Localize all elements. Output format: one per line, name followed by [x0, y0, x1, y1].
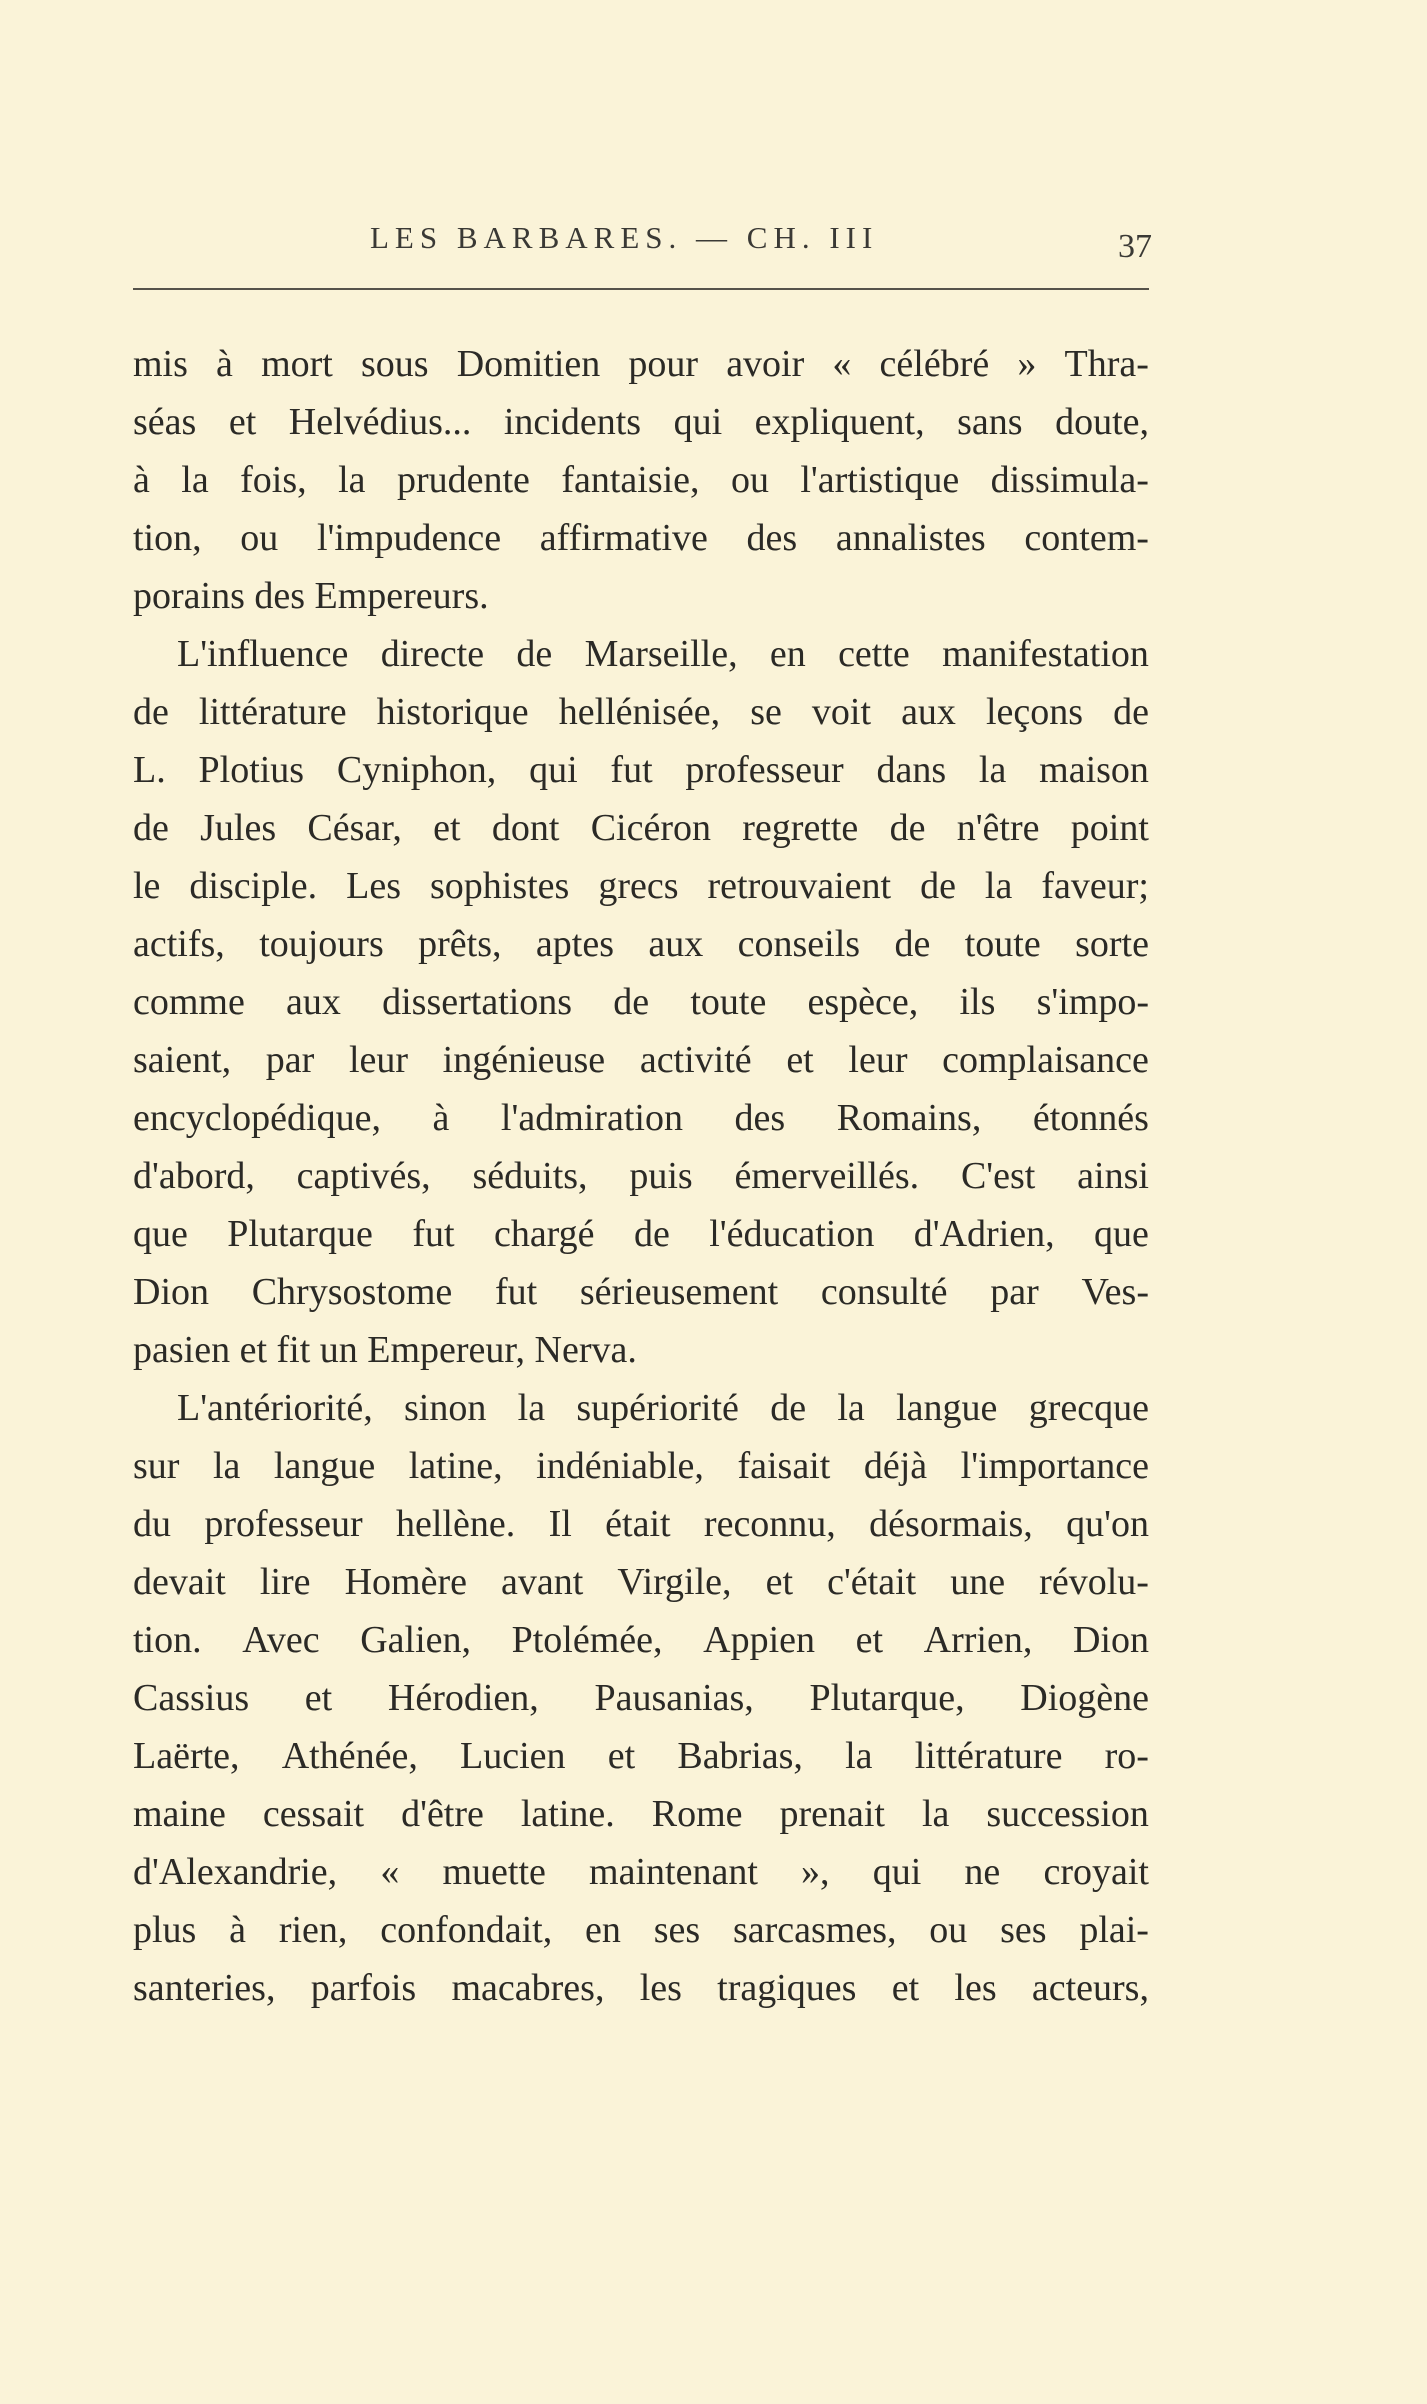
word: de: [770, 1387, 807, 1429]
word: et: [891, 1967, 920, 2009]
word: complaisance: [942, 1039, 1149, 1081]
word: la: [181, 459, 209, 501]
word: leur: [348, 1039, 409, 1081]
word: Dion: [1072, 1619, 1149, 1661]
word: Domitien: [456, 343, 601, 385]
word: retrouvaient: [707, 865, 892, 907]
word: que: [1094, 1213, 1149, 1255]
word: révolu-: [1039, 1561, 1149, 1603]
word: L.: [133, 749, 166, 791]
text-line: [133, 567, 1149, 625]
word: Plutarque: [227, 1213, 373, 1255]
text-line: [133, 1727, 1149, 1785]
word: et: [855, 1619, 884, 1661]
word: actifs,: [133, 923, 225, 965]
word: d'être: [401, 1793, 484, 1835]
word: du: [133, 1503, 171, 1545]
word: «: [832, 343, 852, 385]
word: la: [517, 1387, 546, 1429]
header-rule: [133, 288, 1149, 290]
word: Ves-: [1081, 1271, 1149, 1313]
word: aux: [286, 981, 341, 1023]
word: Cicéron: [590, 807, 711, 849]
word: ses: [653, 1909, 701, 1951]
word: la: [212, 1445, 241, 1487]
text-line: [133, 1089, 1149, 1147]
word: expliquent,: [754, 401, 925, 443]
word: chargé: [493, 1213, 595, 1255]
word: Athénée,: [281, 1735, 418, 1777]
word: César,: [307, 807, 402, 849]
word: sinon: [404, 1387, 487, 1429]
text-line: [133, 973, 1149, 1031]
text-line: [133, 741, 1149, 799]
word: de: [133, 691, 169, 733]
word: et: [228, 401, 257, 443]
word: se: [750, 691, 782, 733]
word: Marseille,: [584, 633, 738, 675]
line-text: pasien et fit un Empereur, Nerva.: [133, 1329, 637, 1371]
word: point: [1070, 807, 1149, 849]
word: Romains,: [836, 1097, 982, 1139]
word: Chrysostome: [251, 1271, 453, 1313]
word: dissimula-: [990, 459, 1149, 501]
word: en: [585, 1909, 621, 1951]
word: ses: [1000, 1909, 1047, 1951]
word: historique: [376, 691, 529, 733]
word: cette: [838, 633, 910, 675]
word: n'être: [956, 807, 1040, 849]
word: santeries,: [133, 1967, 276, 2009]
text-line: [133, 1901, 1149, 1959]
word: langue: [896, 1387, 998, 1429]
word: Appien: [703, 1619, 815, 1661]
text-line: [133, 683, 1149, 741]
word: Jules: [200, 807, 277, 849]
word: Lucien: [460, 1735, 566, 1777]
word: rien,: [278, 1909, 348, 1951]
word: supériorité: [576, 1387, 739, 1429]
word: et: [433, 807, 461, 849]
word: tragiques: [717, 1967, 857, 2009]
text-line: [133, 625, 1149, 683]
word: c'était: [827, 1561, 917, 1603]
word: devait: [133, 1561, 226, 1603]
word: ingénieuse: [442, 1039, 606, 1081]
word: sans: [957, 401, 1023, 443]
word: »,: [801, 1851, 830, 1893]
text-line: [133, 1147, 1149, 1205]
word: fut: [610, 749, 653, 791]
word: hellène.: [396, 1503, 516, 1545]
running-head: LES BARBARES. — CH. III: [370, 220, 879, 255]
word: toute: [964, 923, 1041, 965]
word: Galien,: [360, 1619, 471, 1661]
text-line: [133, 451, 1149, 509]
word: professeur: [204, 1503, 363, 1545]
word: comme: [133, 981, 245, 1023]
word: l'artistique: [800, 459, 960, 501]
word: à: [216, 343, 233, 385]
word: et: [607, 1735, 636, 1777]
word: Les: [346, 865, 401, 907]
word: la: [978, 749, 1007, 791]
word: leur: [848, 1039, 908, 1081]
word: Laërte,: [133, 1735, 240, 1777]
word: leçons: [985, 691, 1084, 733]
word: mis: [133, 343, 188, 385]
word: littérature: [914, 1735, 1063, 1777]
word: langue: [273, 1445, 376, 1487]
body-text: [133, 335, 1149, 2017]
word: dissertations: [382, 981, 573, 1023]
word: Arrien,: [923, 1619, 1033, 1661]
word: faisait: [737, 1445, 831, 1487]
word: fantaisie,: [561, 459, 700, 501]
word: séas: [133, 401, 197, 443]
word: incidents: [503, 401, 642, 443]
word: à: [432, 1097, 450, 1139]
word: sarcasmes,: [732, 1909, 897, 1951]
word: les: [639, 1967, 682, 2009]
word: avant: [501, 1561, 584, 1603]
word: muette: [442, 1851, 546, 1893]
word: Virgile,: [617, 1561, 732, 1603]
text-line: [133, 1263, 1149, 1321]
word: en: [769, 633, 806, 675]
word: aux: [901, 691, 956, 733]
word: de: [894, 923, 931, 965]
word: consulté: [820, 1271, 948, 1313]
word: Thra-: [1064, 343, 1149, 385]
word: de: [920, 865, 956, 907]
word: «: [380, 1851, 400, 1893]
word: directe: [380, 633, 485, 675]
word: Rome: [651, 1793, 743, 1835]
word: ainsi: [1077, 1155, 1149, 1197]
word: manifestation: [942, 633, 1149, 675]
word: cessait: [262, 1793, 365, 1835]
text-line: [133, 393, 1149, 451]
word: la: [845, 1735, 873, 1777]
word: le: [133, 865, 161, 907]
word: mort: [261, 343, 333, 385]
word: annalistes: [835, 517, 986, 559]
word: puis: [629, 1155, 693, 1197]
word: qui: [529, 749, 578, 791]
text-line: [133, 857, 1149, 915]
word: espèce,: [807, 981, 919, 1023]
word: Hérodien,: [387, 1677, 539, 1719]
word: pour: [628, 343, 699, 385]
word: sérieusement: [579, 1271, 779, 1313]
word: la: [338, 459, 366, 501]
word: encyclopédique,: [133, 1097, 381, 1139]
word: disciple.: [189, 865, 318, 907]
word: Homère: [344, 1561, 467, 1603]
word: prenait: [779, 1793, 885, 1835]
word: maintenant: [589, 1851, 758, 1893]
word: ro-: [1104, 1735, 1149, 1777]
word: l'importance: [960, 1445, 1149, 1487]
word: regrette: [742, 807, 859, 849]
word: par: [265, 1039, 315, 1081]
word: l'éducation: [709, 1213, 875, 1255]
word: L'antériorité,: [177, 1387, 373, 1429]
word: Dion: [133, 1271, 209, 1313]
word: et: [304, 1677, 333, 1719]
word: plai-: [1079, 1909, 1149, 1951]
word: acteurs,: [1031, 1967, 1149, 2009]
word: ou: [730, 459, 769, 501]
word: professeur: [685, 749, 844, 791]
word: Plotius: [198, 749, 305, 791]
text-line: [133, 799, 1149, 857]
word: fut: [494, 1271, 538, 1313]
text-line: [133, 1437, 1149, 1495]
word: Il: [548, 1503, 572, 1545]
word: maine: [133, 1793, 226, 1835]
word: affirmative: [539, 517, 708, 559]
word: aptes: [535, 923, 614, 965]
word: littérature: [198, 691, 347, 733]
word: Cassius: [133, 1677, 250, 1719]
text-line: [133, 1031, 1149, 1089]
word: reconnu,: [703, 1503, 836, 1545]
word: croyait: [1043, 1851, 1149, 1893]
word: désormais,: [869, 1503, 1033, 1545]
word: à: [229, 1909, 247, 1951]
word: des: [746, 517, 798, 559]
word: Cyniphon,: [336, 749, 497, 791]
word: sophistes: [429, 865, 570, 907]
word: la: [837, 1387, 865, 1429]
text-line: [133, 1321, 1149, 1379]
word: la: [921, 1793, 950, 1835]
word: ils: [959, 981, 996, 1023]
word: d'Adrien,: [913, 1213, 1055, 1255]
word: de: [633, 1213, 670, 1255]
line-text: porains des Empereurs.: [133, 575, 489, 617]
word: une: [950, 1561, 1006, 1603]
text-line: [133, 1611, 1149, 1669]
word: lire: [259, 1561, 311, 1603]
word: de: [133, 807, 169, 849]
text-line: [133, 1785, 1149, 1843]
word: de: [613, 981, 650, 1023]
word: dans: [876, 749, 947, 791]
word: étonnés: [1032, 1097, 1149, 1139]
word: ne: [964, 1851, 1001, 1893]
word: et: [786, 1039, 814, 1081]
word: toute: [690, 981, 767, 1023]
word: qu'on: [1066, 1503, 1149, 1545]
word: faveur;: [1041, 865, 1149, 907]
word: sous: [360, 343, 429, 385]
text-line: [133, 915, 1149, 973]
text-line: [133, 1553, 1149, 1611]
word: sorte: [1075, 923, 1149, 965]
word: que: [133, 1213, 188, 1255]
word: fut: [412, 1213, 455, 1255]
word: aux: [648, 923, 704, 965]
word: latine.: [520, 1793, 615, 1835]
word: des: [734, 1097, 786, 1139]
word: qui: [872, 1851, 922, 1893]
word: »: [1017, 343, 1037, 385]
text-line: [133, 1495, 1149, 1553]
word: Helvédius...: [288, 401, 472, 443]
word: d'abord,: [133, 1155, 255, 1197]
word: était: [605, 1503, 671, 1545]
word: hellénisée,: [558, 691, 721, 733]
word: de: [889, 807, 926, 849]
text-line: [133, 335, 1149, 393]
word: déjà: [863, 1445, 928, 1487]
word: plus: [133, 1909, 197, 1951]
word: Pausanias,: [594, 1677, 754, 1719]
word: activité: [639, 1039, 752, 1081]
word: voit: [811, 691, 872, 733]
text-line: [133, 1379, 1149, 1437]
word: et: [765, 1561, 794, 1603]
word: L'influence: [177, 633, 349, 675]
word: la: [984, 865, 1013, 907]
text-line: [133, 1843, 1149, 1901]
word: l'impudence: [316, 517, 502, 559]
word: s'impo-: [1036, 981, 1149, 1023]
word: avoir: [726, 343, 805, 385]
text-line: [133, 509, 1149, 567]
page-number: 37: [1118, 228, 1152, 265]
word: Babrias,: [677, 1735, 803, 1777]
word: latine,: [408, 1445, 503, 1487]
word: d'Alexandrie,: [133, 1851, 338, 1893]
word: C'est: [960, 1155, 1036, 1197]
word: captivés,: [296, 1155, 431, 1197]
word: sur: [133, 1445, 180, 1487]
word: toujours: [259, 923, 384, 965]
word: célébré: [879, 343, 990, 385]
word: grecque: [1028, 1387, 1149, 1429]
word: prudente: [396, 459, 530, 501]
word: doute,: [1055, 401, 1149, 443]
text-line: [133, 1669, 1149, 1727]
word: émerveillés.: [734, 1155, 920, 1197]
word: saient,: [133, 1039, 232, 1081]
word: fois,: [240, 459, 307, 501]
word: grecs: [598, 865, 679, 907]
word: prêts,: [418, 923, 502, 965]
word: Diogène: [1020, 1677, 1149, 1719]
text-line: [133, 1205, 1149, 1263]
word: à: [133, 459, 150, 501]
word: qui: [673, 401, 723, 443]
word: dont: [491, 807, 560, 849]
word: succession: [986, 1793, 1149, 1835]
word: par: [990, 1271, 1039, 1313]
word: de: [516, 633, 553, 675]
word: séduits,: [472, 1155, 588, 1197]
word: macabres,: [451, 1967, 605, 2009]
word: ou: [240, 517, 279, 559]
word: contem-: [1024, 517, 1149, 559]
word: l'admiration: [500, 1097, 683, 1139]
word: Avec: [242, 1619, 320, 1661]
word: ou: [929, 1909, 968, 1951]
word: confondait,: [380, 1909, 553, 1951]
word: tion.: [133, 1619, 202, 1661]
word: de: [1113, 691, 1149, 733]
word: les: [954, 1967, 997, 2009]
text-line: [133, 1959, 1149, 2017]
word: parfois: [310, 1967, 417, 2009]
word: indéniable,: [536, 1445, 704, 1487]
word: Plutarque,: [809, 1677, 965, 1719]
word: Ptolémée,: [511, 1619, 663, 1661]
word: conseils: [737, 923, 861, 965]
word: maison: [1039, 749, 1149, 791]
word: tion,: [133, 517, 202, 559]
